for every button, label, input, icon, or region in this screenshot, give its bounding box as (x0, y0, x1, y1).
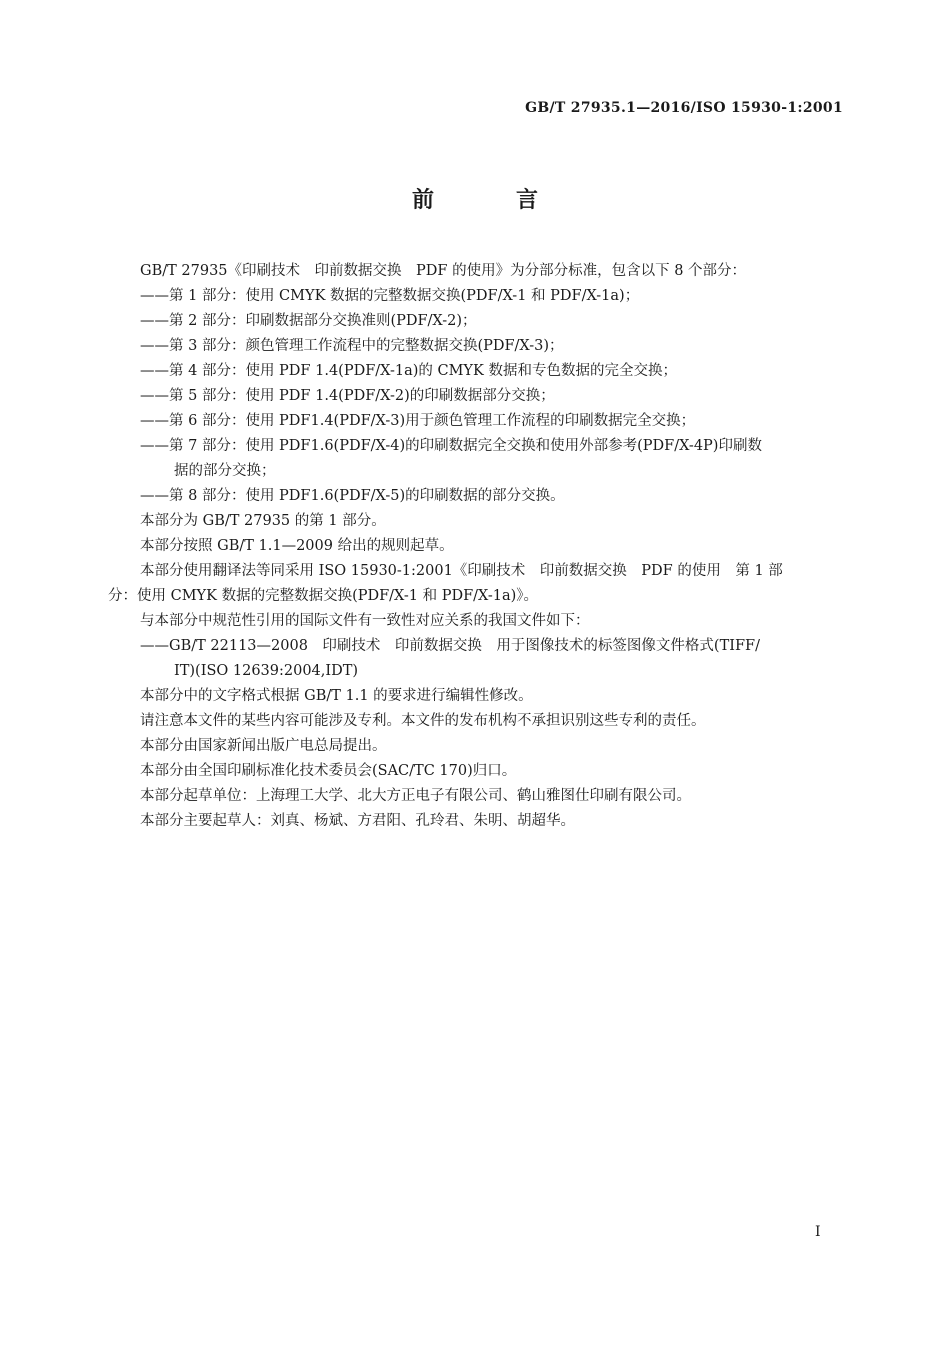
text-line: ——第 2 部分：印刷数据部分交换准则(PDF/X-2)； (140, 313, 477, 329)
text-line: ——第 5 部分：使用 PDF 1.4(PDF/X-2)的印刷数据部分交换； (140, 388, 555, 404)
text-line: 分：使用 CMYK 数据的完整数据交换(PDF/X-1 和 PDF/X-1a)》。 (108, 588, 539, 604)
text-line: 据的部分交换； (174, 463, 276, 479)
text-line: 本部分由全国印刷标准化技术委员会(SAC/TC 170)归口。 (140, 763, 517, 779)
text-line: 请注意本文件的某些内容可能涉及专利。本文件的发布机构不承担识别这些专利的责任。 (140, 713, 706, 729)
standard-number-header: GB/T 27935.1—2016/ISO 15930-1:2001 (525, 100, 843, 116)
text-line: ——第 4 部分：使用 PDF 1.4(PDF/X-1a)的 CMYK 数据和专色数据的完全交换； (140, 363, 677, 379)
page-title: 前 言 (411, 187, 568, 213)
text-line: 本部分主要起草人：刘真、杨斌、方君阳、孔玲君、朱明、胡超华。 (140, 813, 575, 829)
text-line: ——GB/T 22113—2008 印刷技术 印前数据交换 用于图像技术的标签图像文件格式(TIFF/ (140, 638, 760, 654)
text-line: ——第 6 部分：使用 PDF1.4(PDF/X-3)用于颜色管理工作流程的印刷数据完全交换； (140, 413, 696, 429)
text-line: 本部分按照 GB/T 1.1—2009 给出的规则起草。 (140, 538, 454, 554)
text-line: 本部分由国家新闻出版广电总局提出。 (140, 738, 387, 754)
text-line: 本部分起草单位：上海理工大学、北大方正电子有限公司、鹤山雅图仕印刷有限公司。 (140, 788, 691, 804)
text-line: 本部分使用翻译法等同采用 ISO 15930-1:2001《印刷技术 印前数据交换 PDF 的使用 第 1 部 (140, 563, 783, 579)
text-line: 与本部分中规范性引用的国际文件有一致性对应关系的我国文件如下： (140, 613, 590, 629)
page-number: I (815, 1224, 821, 1240)
text-line: 本部分为 GB/T 27935 的第 1 部分。 (140, 513, 386, 529)
text-line: IT)(ISO 12639:2004,IDT) (174, 663, 359, 679)
text-line: ——第 8 部分：使用 PDF1.6(PDF/X-5)的印刷数据的部分交换。 (140, 488, 565, 504)
text-line: 本部分中的文字格式根据 GB/T 1.1 的要求进行编辑性修改。 (140, 688, 533, 704)
text-line: ——第 3 部分：颜色管理工作流程中的完整数据交换(PDF/X-3)； (140, 338, 564, 354)
foreword-body (108, 259, 844, 834)
text-line: GB/T 27935《印刷技术 印前数据交换 PDF 的使用》为分部分标准，包含以下 8 个部分： (140, 263, 747, 279)
text-line: ——第 7 部分：使用 PDF1.6(PDF/X-4)的印刷数据完全交换和使用外部参考(PDF/X-4P)印刷数 (140, 438, 762, 454)
text-line: ——第 1 部分：使用 CMYK 数据的完整数据交换(PDF/X-1 和 PDF/X-1a)； (140, 288, 640, 304)
